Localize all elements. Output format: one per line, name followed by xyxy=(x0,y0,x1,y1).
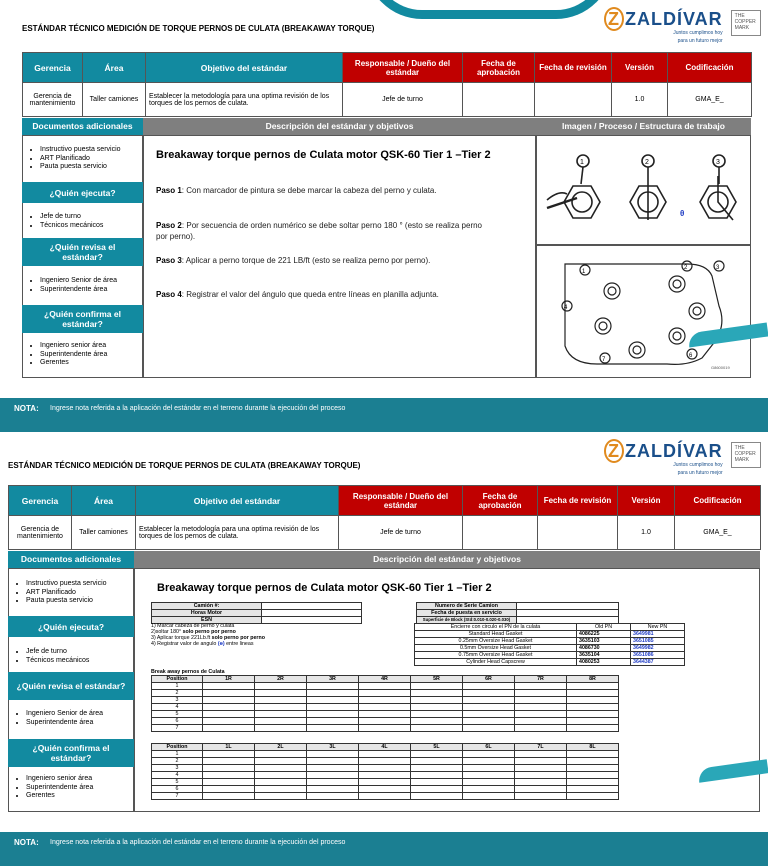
copper-mark-badge-2: THE COPPER MARK xyxy=(731,442,761,468)
row-number: 2 xyxy=(152,758,203,765)
angle-entry-cell[interactable] xyxy=(255,725,307,732)
angle-entry-cell[interactable] xyxy=(515,772,567,779)
angle-entry-cell[interactable] xyxy=(307,690,359,697)
document-title: ESTÁNDAR TÉCNICO MEDICIÓN DE TORQUE PERNOS DE CULATA (BREAKAWAY TORQUE) xyxy=(22,24,375,33)
form-instructions: 1) Marcar cabeza de perno y culata 2)soltar 180° solo perno por perno 3) Aplicar torque 221Lb.ft solo perno por perno 4) Registrar valor de angulo (ɵ) entre lineas xyxy=(151,623,265,647)
quien-confirma-heading: ¿Quién confirma el estándar? xyxy=(22,305,143,333)
angle-entry-cell[interactable] xyxy=(515,765,567,772)
angle-entry-cell[interactable] xyxy=(307,683,359,690)
copper-mark-badge: THE COPPER MARK xyxy=(731,10,761,36)
form-header-table: Camión #: Numero de Serie Camion Horas Motor Fecha de puesta en servicio ESN Superficie de Block (Std:0.010-0.020-0.030) xyxy=(151,602,619,624)
column-header-l: 6L xyxy=(463,744,515,751)
bolt-mark-3: 3 xyxy=(716,159,720,166)
angle-entry-cell[interactable] xyxy=(411,690,463,697)
break-away-title: Break away pernos de Culata xyxy=(151,669,225,675)
angle-entry-cell[interactable] xyxy=(203,704,255,711)
angle-entry-cell[interactable] xyxy=(411,793,463,800)
angle-entry-cell[interactable] xyxy=(567,758,619,765)
angle-entry-cell[interactable] xyxy=(567,765,619,772)
angle-entry-cell[interactable] xyxy=(411,683,463,690)
angle-entry-cell[interactable] xyxy=(463,793,515,800)
angle-entry-cell[interactable] xyxy=(255,793,307,800)
bolt-marking-illustration xyxy=(537,136,750,244)
svg-text:7: 7 xyxy=(602,357,606,363)
column-header-l: 4L xyxy=(359,744,411,751)
desc-band-2: Descripción del estándar y objetivos xyxy=(134,551,760,568)
column-header-l: 1L xyxy=(203,744,255,751)
angle-entry-cell[interactable] xyxy=(255,786,307,793)
table-row xyxy=(152,683,619,690)
angle-entry-cell[interactable] xyxy=(203,683,255,690)
row-number: 7 xyxy=(152,725,203,732)
angle-entry-cell[interactable] xyxy=(359,697,411,704)
row-number: 4 xyxy=(152,704,203,711)
angle-entry-cell[interactable] xyxy=(203,697,255,704)
angle-entry-cell[interactable] xyxy=(463,711,515,718)
angle-entry-cell[interactable] xyxy=(411,786,463,793)
angle-entry-cell[interactable] xyxy=(255,758,307,765)
angle-entry-cell[interactable] xyxy=(255,718,307,725)
table-row xyxy=(152,793,619,800)
column-header-l: 8L xyxy=(567,744,619,751)
angle-entry-cell[interactable] xyxy=(307,786,359,793)
docs-band-2: Documentos adicionales xyxy=(8,551,134,568)
angle-entry-cell[interactable] xyxy=(515,690,567,697)
angle-entry-cell[interactable] xyxy=(307,704,359,711)
angle-entry-cell[interactable] xyxy=(255,690,307,697)
angle-entry-cell[interactable] xyxy=(203,779,255,786)
angle-entry-cell[interactable] xyxy=(515,697,567,704)
angle-entry-cell[interactable] xyxy=(255,711,307,718)
angle-entry-cell[interactable] xyxy=(203,793,255,800)
angle-entry-cell[interactable] xyxy=(567,704,619,711)
angle-entry-cell[interactable] xyxy=(203,758,255,765)
angle-entry-cell[interactable] xyxy=(515,704,567,711)
document-title-2: ESTÁNDAR TÉCNICO MEDICIÓN DE TORQUE PERNOS DE CULATA (BREAKAWAY TORQUE) xyxy=(8,461,361,470)
svg-text:1: 1 xyxy=(582,269,586,275)
angle-entry-cell[interactable] xyxy=(255,765,307,772)
main-title-2: Breakaway torque pernos de Culata motor QSK-60 Tier 1 –Tier 2 xyxy=(157,582,492,594)
row-number: 3 xyxy=(152,697,203,704)
angle-entry-cell[interactable] xyxy=(463,772,515,779)
break-away-table-r xyxy=(151,675,619,732)
angle-entry-cell[interactable] xyxy=(411,772,463,779)
row-number: 1 xyxy=(152,683,203,690)
table-row xyxy=(152,718,619,725)
angle-entry-cell[interactable] xyxy=(307,765,359,772)
angle-entry-cell[interactable] xyxy=(515,725,567,732)
main-title: Breakaway torque pernos de Culata motor QSK-60 Tier 1 –Tier 2 xyxy=(156,149,491,161)
column-header-r: 2R xyxy=(255,676,307,683)
angle-entry-cell[interactable] xyxy=(411,725,463,732)
angle-entry-cell[interactable] xyxy=(411,758,463,765)
column-header-r: 4R xyxy=(359,676,411,683)
angle-entry-cell[interactable] xyxy=(307,725,359,732)
angle-entry-cell[interactable] xyxy=(359,779,411,786)
column-header-l: 5L xyxy=(411,744,463,751)
table-row xyxy=(152,690,619,697)
angle-entry-cell[interactable] xyxy=(411,704,463,711)
angle-entry-cell[interactable] xyxy=(203,690,255,697)
quien-revisa-heading-2: ¿Quién revisa el estándar? xyxy=(8,672,134,700)
angle-entry-cell[interactable] xyxy=(411,711,463,718)
angle-entry-cell[interactable] xyxy=(307,697,359,704)
quien-revisa-heading: ¿Quién revisa el estándar? xyxy=(22,238,143,266)
angle-entry-cell[interactable] xyxy=(463,751,515,758)
angle-entry-cell[interactable] xyxy=(307,711,359,718)
table-row xyxy=(152,711,619,718)
header-table-2: Gerencia Área Objetivo del estándar Responsable / Dueño del estándar Fecha de aprobación Fecha de revisión Versión Codificación Gerencia de mantenimiento Taller camiones Establecer la metodología para una optima revisión de los torques de los pernos de culata. Jefe de turno 1.0 GMA_E_ xyxy=(8,485,761,550)
angle-entry-cell[interactable] xyxy=(411,718,463,725)
column-header-r: 3R xyxy=(307,676,359,683)
angle-entry-cell[interactable] xyxy=(567,779,619,786)
row-number: 7 xyxy=(152,793,203,800)
angle-entry-cell[interactable] xyxy=(359,793,411,800)
nota-bar xyxy=(0,398,768,432)
step-3: Paso 3: Aplicar a perno torque de 221 LB/ft (esto se realiza perno por perno). xyxy=(156,256,431,265)
angle-entry-cell[interactable] xyxy=(567,711,619,718)
angle-entry-cell[interactable] xyxy=(203,711,255,718)
quien-revisa-list-2: • Ingeniero Senior de área • Superintendente área xyxy=(12,710,144,727)
column-header-l: 7L xyxy=(515,744,567,751)
angle-entry-cell[interactable] xyxy=(515,793,567,800)
angle-entry-cell[interactable] xyxy=(359,772,411,779)
decorative-curve xyxy=(365,0,613,19)
table-row xyxy=(152,772,619,779)
angle-entry-cell[interactable] xyxy=(307,751,359,758)
row-number: 5 xyxy=(152,711,203,718)
row-number: 3 xyxy=(152,765,203,772)
angle-entry-cell[interactable] xyxy=(567,725,619,732)
angle-entry-cell[interactable] xyxy=(255,751,307,758)
nota-text: Ingrese nota referida a la aplicación del estándar en el terreno durante la ejecución del proceso xyxy=(50,405,346,412)
docs-list-2: • Instructivo puesta servicio • ART Planificado • Pauta puesta servicio xyxy=(12,580,144,606)
angle-entry-cell[interactable] xyxy=(567,751,619,758)
position-header-r: Position xyxy=(152,676,203,683)
column-header-r: 6R xyxy=(463,676,515,683)
position-header-l: Position xyxy=(152,744,203,751)
company-logo: Z ZALDÍVAR Juntos cumplimos hoy para un futuro mejor THE COPPER MARK xyxy=(604,10,761,44)
svg-text:4: 4 xyxy=(564,305,568,311)
quien-confirma-heading-2: ¿Quién confirma el estándar? xyxy=(8,739,134,767)
angle-entry-cell[interactable] xyxy=(411,697,463,704)
angle-entry-cell[interactable] xyxy=(463,725,515,732)
angle-entry-cell[interactable] xyxy=(567,772,619,779)
quien-ejecuta-heading: ¿Quién ejecuta? xyxy=(22,182,143,203)
angle-entry-cell[interactable] xyxy=(567,786,619,793)
angle-entry-cell[interactable] xyxy=(359,786,411,793)
angle-entry-cell[interactable] xyxy=(359,751,411,758)
angle-entry-cell[interactable] xyxy=(411,765,463,772)
desc-band: Descripción del estándar y objetivos xyxy=(143,118,536,135)
angle-entry-cell[interactable] xyxy=(567,793,619,800)
angle-entry-cell[interactable] xyxy=(203,786,255,793)
svg-text:2: 2 xyxy=(684,265,688,271)
angle-entry-cell[interactable] xyxy=(515,683,567,690)
angle-entry-cell[interactable] xyxy=(515,786,567,793)
bolt-mark-2: 2 xyxy=(645,159,649,166)
angle-entry-cell[interactable] xyxy=(463,690,515,697)
angle-entry-cell[interactable] xyxy=(203,765,255,772)
angle-entry-cell[interactable] xyxy=(359,711,411,718)
angle-entry-cell[interactable] xyxy=(255,697,307,704)
angle-entry-cell[interactable] xyxy=(463,718,515,725)
angle-entry-cell[interactable] xyxy=(359,765,411,772)
angle-entry-cell[interactable] xyxy=(463,765,515,772)
table-row xyxy=(152,786,619,793)
table-row xyxy=(152,704,619,711)
angle-entry-cell[interactable] xyxy=(307,758,359,765)
table-row xyxy=(152,725,619,732)
header-table: Gerencia Área Objetivo del estándar Responsable / Dueño del estándar Fecha de aprobación Fecha de revisión Versión Codificación Gerencia de mantenimiento Taller camiones Establecer la metodología para una optima revisión de los torques de los pernos de culata. Jefe de turno 1.0 GMA_E_ xyxy=(22,52,752,117)
quien-ejecuta-list-2: • Jefe de turno • Técnicos mecánicos xyxy=(12,648,144,665)
step-4: Paso 4: Registrar el valor del ángulo que queda entre líneas en planilla adjunta. xyxy=(156,290,439,299)
angle-entry-cell[interactable] xyxy=(463,683,515,690)
angle-entry-cell[interactable] xyxy=(203,725,255,732)
angle-entry-cell[interactable] xyxy=(359,725,411,732)
bolt-mark-1: 1 xyxy=(580,159,584,166)
angle-entry-cell[interactable] xyxy=(203,718,255,725)
row-number: 6 xyxy=(152,786,203,793)
quien-ejecuta-list: • Jefe de turno • Técnicos mecánicos xyxy=(26,213,152,230)
slide-1 xyxy=(0,0,768,432)
angle-entry-cell[interactable] xyxy=(307,793,359,800)
angle-entry-cell[interactable] xyxy=(359,683,411,690)
img-band: Imagen / Proceso / Estructura de trabajo xyxy=(536,118,751,135)
quien-ejecuta-heading-2: ¿Quién ejecuta? xyxy=(8,616,134,637)
angle-label: θ xyxy=(680,209,685,218)
slide-2 xyxy=(0,434,768,866)
table-row xyxy=(152,751,619,758)
break-away-table-l xyxy=(151,743,619,800)
docs-list: • Instructivo puesta servicio • ART Planificado • Pauta puesta servicio xyxy=(26,146,152,172)
angle-entry-cell[interactable] xyxy=(463,704,515,711)
quien-confirma-list: • Ingeniero senior área • Superintendente área • Gerentes xyxy=(26,342,152,368)
table-row xyxy=(152,779,619,786)
row-number: 1 xyxy=(152,751,203,758)
angle-entry-cell[interactable] xyxy=(463,697,515,704)
company-logo-2: Z ZALDÍVAR Juntos cumplimos hoy para un futuro mejor THE COPPER MARK xyxy=(604,442,761,476)
angle-entry-cell[interactable] xyxy=(463,758,515,765)
angle-entry-cell[interactable] xyxy=(203,751,255,758)
angle-entry-cell[interactable] xyxy=(515,718,567,725)
angle-entry-cell[interactable] xyxy=(515,711,567,718)
table-row xyxy=(152,765,619,772)
angle-entry-cell[interactable] xyxy=(307,718,359,725)
row-number: 4 xyxy=(152,772,203,779)
column-header-l: 3L xyxy=(307,744,359,751)
angle-entry-cell[interactable] xyxy=(255,772,307,779)
figure-code: G8600019 xyxy=(711,365,730,370)
angle-entry-cell[interactable] xyxy=(203,772,255,779)
angle-entry-cell[interactable] xyxy=(567,718,619,725)
bolt-sequence-illustration xyxy=(537,246,750,377)
quien-revisa-list: • Ingeniero Senior de área • Superintendente área xyxy=(26,277,152,294)
angle-entry-cell[interactable] xyxy=(411,751,463,758)
row-number: 6 xyxy=(152,718,203,725)
angle-entry-cell[interactable] xyxy=(567,683,619,690)
angle-entry-cell[interactable] xyxy=(359,704,411,711)
angle-entry-cell[interactable] xyxy=(359,758,411,765)
column-header-r: 8R xyxy=(567,676,619,683)
table-row xyxy=(152,758,619,765)
step-1: Paso 1: Con marcador de pintura se debe marcar la cabeza del perno y culata. xyxy=(156,186,437,195)
angle-entry-cell[interactable] xyxy=(515,751,567,758)
step-2: Paso 2: Por secuencia de orden numérico se debe soltar perno 180 ° (esto se realiza perno por perno). xyxy=(156,221,483,241)
nota-label: NOTA: xyxy=(14,404,39,413)
row-number: 2 xyxy=(152,690,203,697)
angle-entry-cell[interactable] xyxy=(515,758,567,765)
row-number: 5 xyxy=(152,779,203,786)
angle-entry-cell[interactable] xyxy=(567,690,619,697)
parts-table: Encierre con circulo el PN de la culata Old PN New PN Standard Head Gasket 4086225 3649981 0.25mm Oversize Head Gasket 3635103 3651085 0.5mm Oversize Head Gasket 4086730 3649982 0.75mm Oversize Head Gasket 3635104 3651086 Cylinder Head Capscrew 4080253 3644387 xyxy=(414,623,685,666)
nota-bar-2: NOTA: Ingrese nota referida a la aplicación del estándar en el terreno durante la ejecución del proceso xyxy=(0,832,768,866)
angle-entry-cell[interactable] xyxy=(359,690,411,697)
angle-entry-cell[interactable] xyxy=(463,786,515,793)
table-row xyxy=(152,697,619,704)
column-header-r: 5R xyxy=(411,676,463,683)
column-header-r: 1R xyxy=(203,676,255,683)
quien-confirma-list-2: • Ingeniero senior área • Superintendente área • Gerentes xyxy=(12,775,144,801)
svg-text:6: 6 xyxy=(689,353,693,359)
angle-entry-cell[interactable] xyxy=(307,772,359,779)
column-header-r: 7R xyxy=(515,676,567,683)
angle-entry-cell[interactable] xyxy=(307,779,359,786)
angle-entry-cell[interactable] xyxy=(255,779,307,786)
svg-text:3: 3 xyxy=(716,265,720,271)
angle-entry-cell[interactable] xyxy=(255,704,307,711)
angle-entry-cell[interactable] xyxy=(255,683,307,690)
column-header-l: 2L xyxy=(255,744,307,751)
angle-entry-cell[interactable] xyxy=(567,697,619,704)
angle-entry-cell[interactable] xyxy=(515,779,567,786)
angle-entry-cell[interactable] xyxy=(463,779,515,786)
angle-entry-cell[interactable] xyxy=(359,718,411,725)
docs-band: Documentos adicionales xyxy=(22,118,143,135)
angle-entry-cell[interactable] xyxy=(411,779,463,786)
